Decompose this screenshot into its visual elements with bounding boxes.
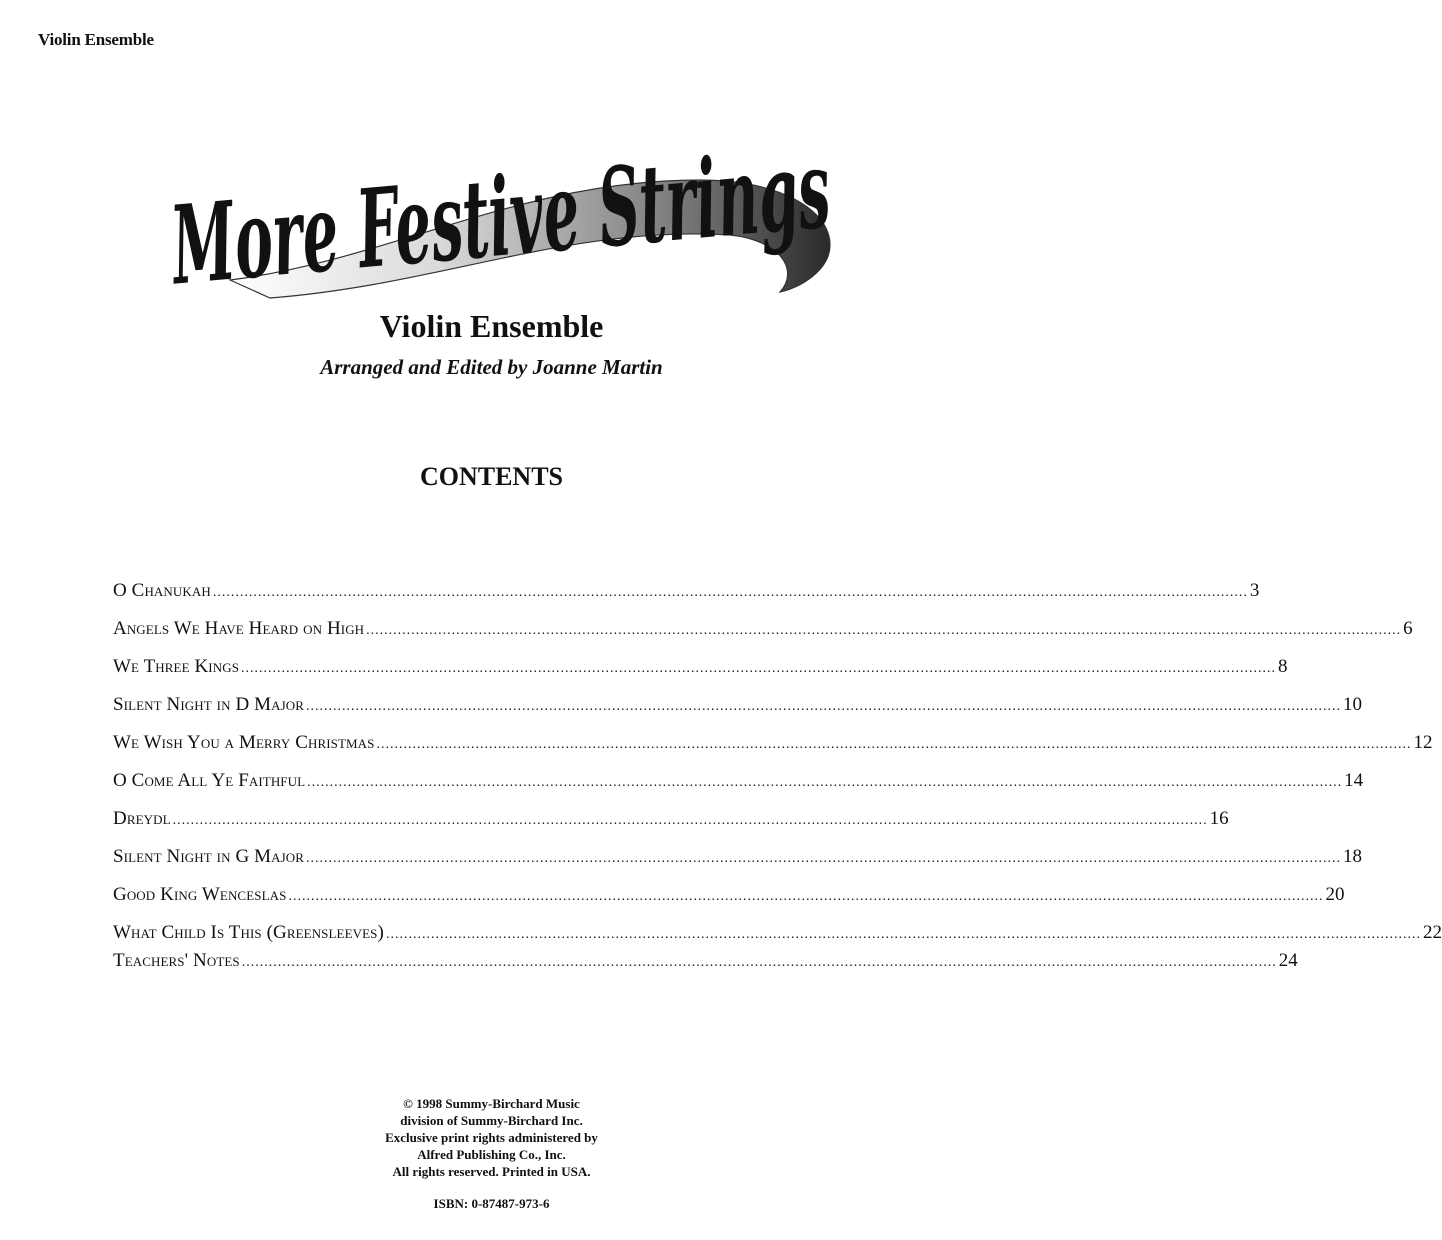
copyright-line: Alfred Publishing Co., Inc. <box>417 1147 566 1162</box>
toc-leader-dots <box>288 889 1323 905</box>
toc-entry <box>113 770 1364 808</box>
toc-leader-dots <box>306 851 1341 867</box>
copyright-line: division of Summy-Birchard Inc. <box>400 1113 583 1128</box>
toc-entry-page: 14 <box>1344 770 1364 791</box>
toc-entry-page: 16 <box>1209 808 1229 829</box>
toc-entry-title: Good King Wenceslas <box>113 884 287 905</box>
title-logo <box>140 30 1429 320</box>
toc-leader-dots <box>213 585 1248 601</box>
logo-title-text: More Festive Strings <box>166 74 1429 310</box>
toc-leader-dots <box>307 775 1342 791</box>
toc-entry-page: 18 <box>1343 846 1363 867</box>
toc-leader-dots <box>242 955 1277 971</box>
toc-leader-dots <box>173 813 1208 829</box>
toc-leader-dots <box>366 623 1401 639</box>
toc-entry <box>113 580 1260 618</box>
copyright-line: © 1998 Summy-Birchard Music <box>403 1096 580 1111</box>
copyright-line: Exclusive print rights administered by <box>385 1130 598 1145</box>
toc-entry <box>113 732 1433 770</box>
toc-entry <box>113 618 1413 656</box>
toc-entry-page: 3 <box>1249 580 1260 601</box>
toc-leader-dots <box>306 699 1341 715</box>
toc-entry-page: 6 <box>1403 618 1413 639</box>
toc-entry-title: We Three Kings <box>113 656 240 677</box>
table-of-contents <box>113 580 1442 988</box>
subtitle: Violin Ensemble <box>379 308 604 344</box>
toc-leader-dots <box>241 661 1276 677</box>
toc-entry-title: What Child Is This (Greensleeves) <box>113 922 384 943</box>
toc-entry-title: Dreydl <box>113 808 171 829</box>
toc-leader-dots <box>377 737 1412 753</box>
running-head: Violin Ensemble <box>38 30 154 49</box>
toc-entry-title: O Chanukah <box>113 580 211 601</box>
copyright-line: All rights reserved. Printed in USA. <box>392 1164 591 1179</box>
toc-entry-title: Silent Night in G Major <box>113 846 305 867</box>
toc-entry-page: 24 <box>1278 950 1298 971</box>
toc-entry-page: 10 <box>1343 694 1363 715</box>
toc-entry-page: 20 <box>1325 884 1345 905</box>
contents-heading: CONTENTS <box>419 462 564 491</box>
toc-entry <box>113 950 1298 988</box>
copyright-notice <box>0 1095 983 1180</box>
toc-leader-dots <box>386 927 1421 943</box>
toc-entry <box>113 694 1363 732</box>
toc-entry-title: Teachers' Notes <box>113 950 240 971</box>
toc-entry-title: Silent Night in D Major <box>113 694 305 715</box>
toc-entry-title: Angels We Have Heard on High <box>113 618 365 639</box>
toc-entry <box>113 808 1229 846</box>
toc-entry-page: 22 <box>1422 922 1442 943</box>
byline: Arranged and Edited by Joanne Martin <box>320 355 663 379</box>
toc-entry <box>113 656 1288 694</box>
toc-entry-title: We Wish You a Merry Christmas <box>113 732 375 753</box>
toc-entry <box>113 884 1345 922</box>
toc-entry <box>113 922 1442 950</box>
isbn: ISBN: 0-87487-973-6 <box>433 1196 550 1211</box>
toc-entry-page: 12 <box>1413 732 1433 753</box>
toc-entry <box>113 846 1363 884</box>
toc-entry-title: O Come All Ye Faithful <box>113 770 306 791</box>
toc-entry-page: 8 <box>1278 656 1288 677</box>
